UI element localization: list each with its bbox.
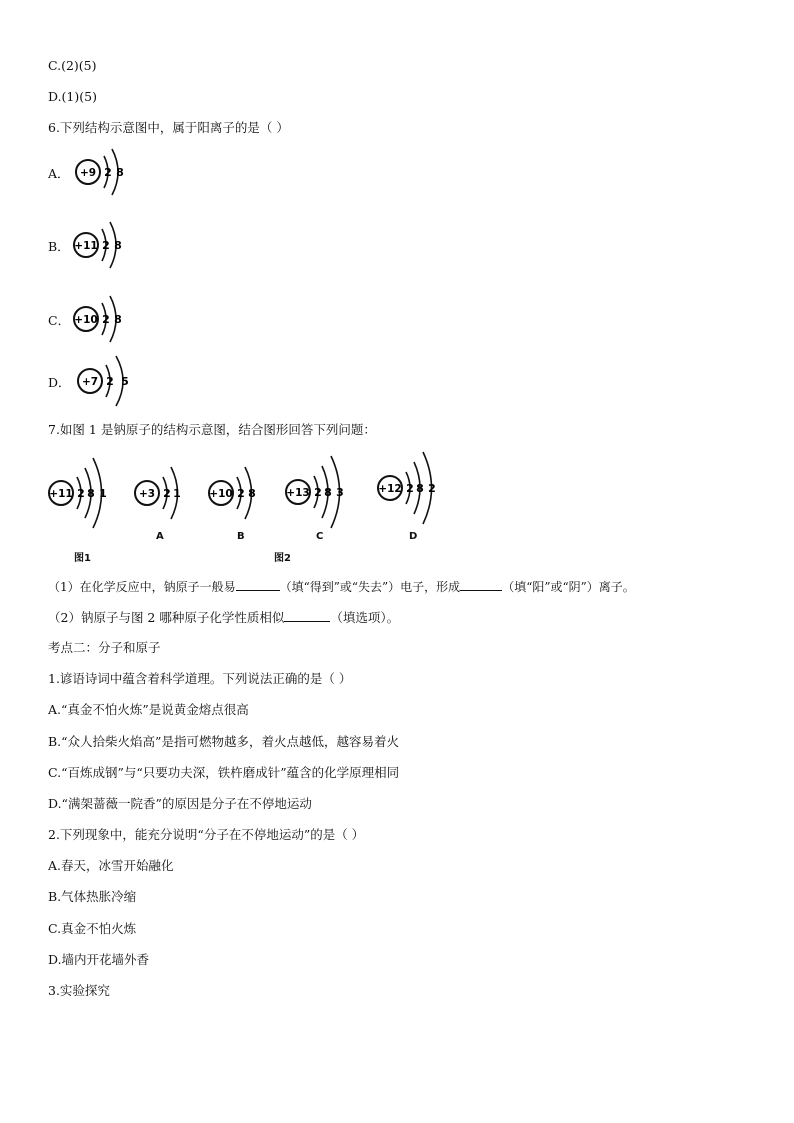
- s2-q2-option-b: B.气体热胀冷缩: [48, 889, 137, 904]
- s2-q2-option-a: A.春天，冰雪开始融化: [48, 858, 174, 873]
- q6-option-b-label: B．: [48, 239, 70, 254]
- q6-c-shell-2: 8: [114, 313, 122, 326]
- q7-a-nucleus: +3: [138, 488, 156, 500]
- q7-d-shell-2: 8: [416, 482, 424, 495]
- s2-q1-option-a: A.“真金不怕火炼”是说黄金熔点很高: [48, 702, 249, 717]
- q7-option-b-label: B: [237, 531, 245, 542]
- q6-a-nucleus: +9: [79, 167, 97, 179]
- q7-d-nucleus: +12: [378, 483, 402, 495]
- q6-option-d-diagram: [76, 353, 166, 413]
- q7-option-c-label: C: [316, 531, 324, 542]
- question-7: 7.如图 1 是钠原子的结构示意图，结合图形回答下列问题：: [48, 422, 376, 437]
- q6-d-nucleus: +7: [81, 376, 99, 388]
- fig1-caption: 图1: [74, 553, 91, 564]
- q7-option-c-diagram: [284, 452, 354, 532]
- q7-b-shell-2: 8: [248, 487, 256, 500]
- fig2-caption: 图2: [274, 553, 291, 564]
- s2-q2-option-c: C.真金不怕火炼: [48, 921, 137, 936]
- q7-option-d-label: D: [409, 531, 418, 542]
- q7-d-shell-3: 2: [428, 482, 436, 495]
- q6-option-a-diagram: [72, 144, 162, 204]
- q7-c-shell-3: 3: [336, 486, 344, 499]
- q7-option-a-label: A: [156, 531, 164, 542]
- q6-c-nucleus: +10: [74, 314, 98, 326]
- q7-1-text-b: （填“得到”或“失去”）电子，形成: [279, 580, 461, 594]
- fig1-nucleus: +11: [49, 488, 73, 500]
- q7-sub-1: [48, 578, 635, 595]
- q6-b-shell-1: 2: [102, 239, 110, 252]
- q6-d-shell-2: 5: [121, 375, 129, 388]
- option-d-text: D.(1)(5): [48, 89, 97, 104]
- q7-fig1-sodium-diagram: [48, 453, 118, 533]
- fig1-shell-2: 8: [87, 487, 95, 500]
- q7-a-shell-1: 2: [163, 487, 171, 500]
- q7-c-nucleus: +13: [286, 487, 310, 499]
- q6-d-shell-1: 2: [106, 375, 114, 388]
- fig1-shell-3: 1: [99, 487, 107, 500]
- q7-2-text-a: （2）钠原子与图 2 哪种原子化学性质相似: [48, 610, 285, 625]
- q7-b-nucleus: +10: [209, 488, 233, 500]
- s2-q2-option-d: D.墙内开花墙外香: [48, 952, 150, 967]
- s2-question-2: 2.下列现象中，能充分说明“分子在不停地运动”的是（ ）: [48, 827, 365, 842]
- q6-option-c-label: C．: [48, 313, 71, 328]
- q7-sub-2: [48, 609, 399, 626]
- section-2-title: 考点二：分子和原子: [48, 640, 161, 655]
- q6-a-shell-1: 2: [104, 166, 112, 179]
- s2-question-3: 3.实验探究: [48, 983, 110, 998]
- fig1-shell-1: 2: [77, 487, 85, 500]
- q7-2-blank[interactable]: [284, 609, 330, 622]
- q7-1-blank-1[interactable]: [236, 578, 280, 591]
- q6-a-shell-2: 8: [116, 166, 124, 179]
- q7-d-shell-1: 2: [406, 482, 414, 495]
- q6-option-c-diagram: [72, 291, 162, 351]
- q6-option-a-label: A．: [48, 166, 70, 181]
- q7-option-b-diagram: [208, 460, 268, 530]
- q7-2-text-b: （填选项）。: [330, 610, 400, 625]
- q7-option-d-diagram: [376, 448, 446, 528]
- q6-b-nucleus: +11: [74, 240, 98, 252]
- q7-1-text-a: （1）在化学反应中，钠原子一般易: [48, 580, 236, 594]
- question-6: 6.下列结构示意图中，属于阳离子的是（ ）: [48, 120, 289, 135]
- q7-1-blank-2[interactable]: [460, 578, 502, 591]
- q6-option-d-label: D．: [48, 375, 71, 390]
- s2-q1-option-c: C.“百炼成钢”与“只要功夫深，铁杵磨成针”蕴含的化学原理相同: [48, 765, 400, 780]
- q7-1-text-c: （填“阳”或“阴”）离子。: [502, 580, 635, 594]
- s2-q1-option-d: D.“满架蔷薇一院香”的原因是分子在不停地运动: [48, 796, 312, 811]
- q7-c-shell-2: 8: [324, 486, 332, 499]
- s2-question-1: 1.谚语诗词中蕴含着科学道理。下列说法正确的是（ ）: [48, 671, 352, 686]
- q7-a-shell-2: 1: [173, 487, 181, 500]
- q6-option-b-diagram: [72, 217, 162, 277]
- q6-b-shell-2: 8: [114, 239, 122, 252]
- s2-q1-option-b: B.“众人拾柴火焰高”是指可燃物越多，着火点越低，越容易着火: [48, 734, 399, 749]
- option-c-text: C.(2)(5): [48, 58, 97, 73]
- q7-c-shell-1: 2: [314, 486, 322, 499]
- q7-b-shell-1: 2: [237, 487, 245, 500]
- q6-c-shell-1: 2: [102, 313, 110, 326]
- q7-option-a-diagram: [134, 460, 194, 530]
